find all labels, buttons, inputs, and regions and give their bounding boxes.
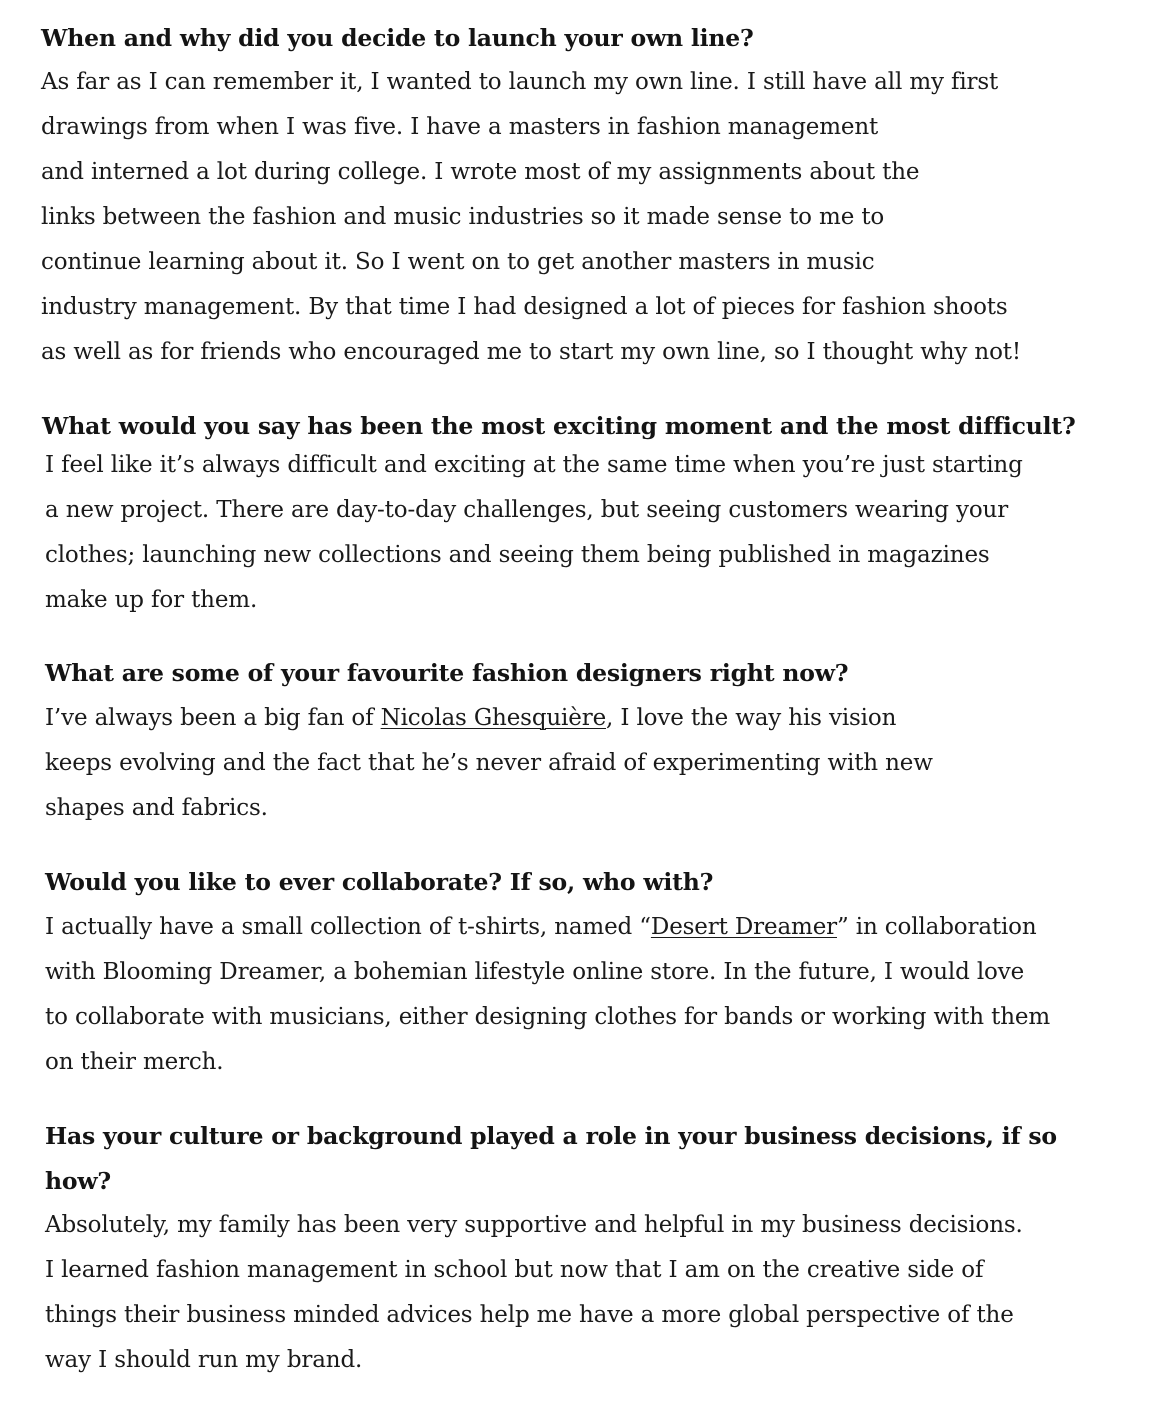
- collection-link-desert-dreamer[interactable]: Desert Dreamer: [650, 914, 837, 940]
- answer-line: on their merch.: [45, 1049, 224, 1075]
- answer-line: I learned fashion management in school but now that I am on the creative side of: [45, 1257, 984, 1283]
- question-heading: What would you say has been the most exciting moment and the most difficult?: [42, 412, 1076, 440]
- question-heading: When and why did you decide to launch your own line?: [41, 24, 754, 52]
- answer-line: to collaborate with musicians, either designing clothes for bands or working with them: [45, 1004, 1050, 1030]
- answer-text: , I love the way his vision: [606, 705, 897, 731]
- answer-line: continue learning about it. So I went on to get another masters in music: [41, 249, 875, 275]
- question-heading: Has your culture or background played a role in your business decisions, if so: [45, 1122, 1057, 1150]
- question-heading: Would you like to ever collaborate? If so, who with?: [45, 868, 714, 896]
- answer-text: ” in collaboration: [837, 914, 1037, 940]
- designer-link-nicolas-ghesquiere[interactable]: Nicolas Ghesquière: [380, 705, 607, 731]
- answer-line: a new project. There are day-to-day challenges, but seeing customers wearing your: [45, 497, 1009, 523]
- answer-line: As far as I can remember it, I wanted to launch my own line. I still have all my first: [41, 69, 999, 95]
- answer-line: clothes; launching new collections and seeing them being published in magazines: [45, 542, 990, 568]
- answer-line: shapes and fabrics.: [45, 795, 268, 821]
- answer-line: industry management. By that time I had designed a lot of pieces for fashion shoots: [41, 294, 1008, 320]
- answer-line: way I should run my brand.: [45, 1347, 363, 1373]
- answer-line: and interned a lot during college. I wrote most of my assignments about the: [41, 159, 920, 185]
- question-heading-continued: how?: [45, 1167, 111, 1195]
- answer-line: keeps evolving and the fact that he’s never afraid of experimenting with new: [45, 750, 933, 776]
- answer-line: as well as for friends who encouraged me to start my own line, so I thought why not!: [41, 339, 1021, 365]
- answer-text: I actually have a small collection of t-shirts, named “: [45, 914, 651, 940]
- answer-line: drawings from when I was five. I have a masters in fashion management: [41, 114, 879, 140]
- answer-line: I feel like it’s always difficult and exciting at the same time when you’re just starting: [45, 452, 1023, 478]
- answer-line: make up for them.: [45, 587, 258, 613]
- answer-line: [45, 705, 896, 731]
- answer-line: with Blooming Dreamer, a bohemian lifestyle online store. In the future, I would love: [45, 959, 1025, 985]
- answer-line: [45, 914, 1037, 940]
- answer-line: Absolutely, my family has been very supportive and helpful in my business decisions.: [45, 1212, 1023, 1238]
- answer-text: I’ve always been a big fan of: [45, 705, 381, 731]
- answer-line: links between the fashion and music industries so it made sense to me to: [41, 204, 885, 230]
- question-heading: What are some of your favourite fashion designers right now?: [45, 659, 849, 687]
- answer-line: things their business minded advices help me have a more global perspective of the: [45, 1302, 1014, 1328]
